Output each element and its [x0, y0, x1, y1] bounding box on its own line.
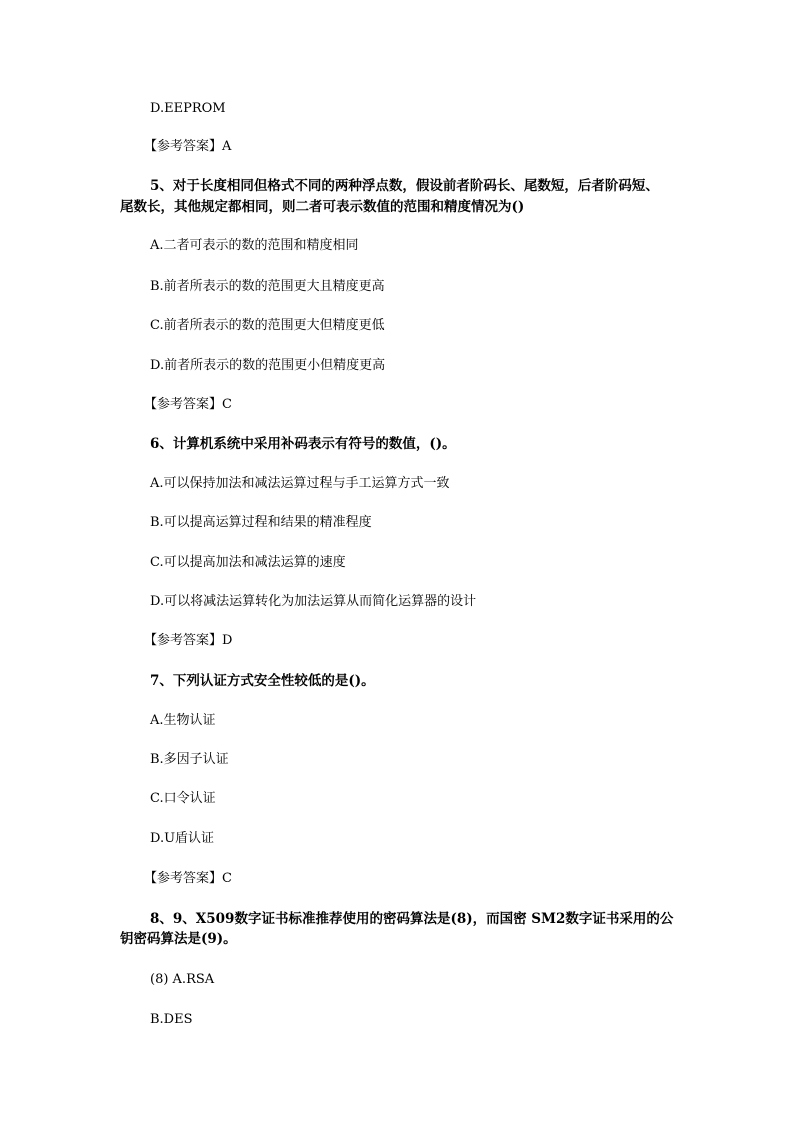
question-8-9-line-2: 钥密码算法是(9)。	[120, 931, 237, 947]
option-d: D.U盾认证	[150, 831, 215, 846]
option-d: D.可以将减法运算转化为加法运算从而简化运算器的设计	[150, 594, 477, 609]
question-5-line-1: 5、对于长度相同但格式不同的两种浮点数，假设前者阶码长、尾数短，后者阶码短、	[150, 178, 659, 194]
option-8-a: (8) A.RSA	[150, 972, 215, 987]
option-c: C.可以提高加法和减法运算的速度	[150, 555, 346, 570]
option-a: A.可以保持加法和减法运算过程与手工运算方式一致	[150, 476, 450, 491]
question-5-line-2: 尾数长，其他规定都相同，则二者可表示数值的范围和精度情况为()	[120, 199, 525, 215]
option-a: A.生物认证	[150, 713, 216, 728]
option-b: B.前者所表示的数的范围更大且精度更高	[150, 279, 385, 294]
option-d: D.前者所表示的数的范围更小但精度更高	[150, 358, 386, 373]
reference-answer: 【参考答案】A	[144, 139, 232, 154]
option-b: B.可以提高运算过程和结果的精准程度	[150, 515, 372, 530]
question-7: 7、下列认证方式安全性较低的是()。	[150, 673, 375, 689]
reference-answer: 【参考答案】C	[144, 397, 232, 412]
option-d-eeprom: D.EEPROM	[150, 101, 226, 116]
reference-answer: 【参考答案】C	[144, 871, 232, 886]
option-b: B.多因子认证	[150, 752, 229, 767]
option-c: C.口令认证	[150, 791, 216, 806]
option-b: B.DES	[150, 1012, 193, 1027]
option-a: A.二者可表示的数的范围和精度相同	[150, 238, 359, 253]
question-6: 6、计算机系统中采用补码表示有符号的数值，()。	[150, 436, 456, 452]
reference-answer: 【参考答案】D	[144, 633, 233, 648]
question-8-9-line-1: 8、9、X509数字证书标准推荐使用的密码算法是(8)，而国密 SM2数字证书采用的公	[150, 911, 674, 927]
option-c: C.前者所表示的数的范围更大但精度更低	[150, 318, 385, 333]
